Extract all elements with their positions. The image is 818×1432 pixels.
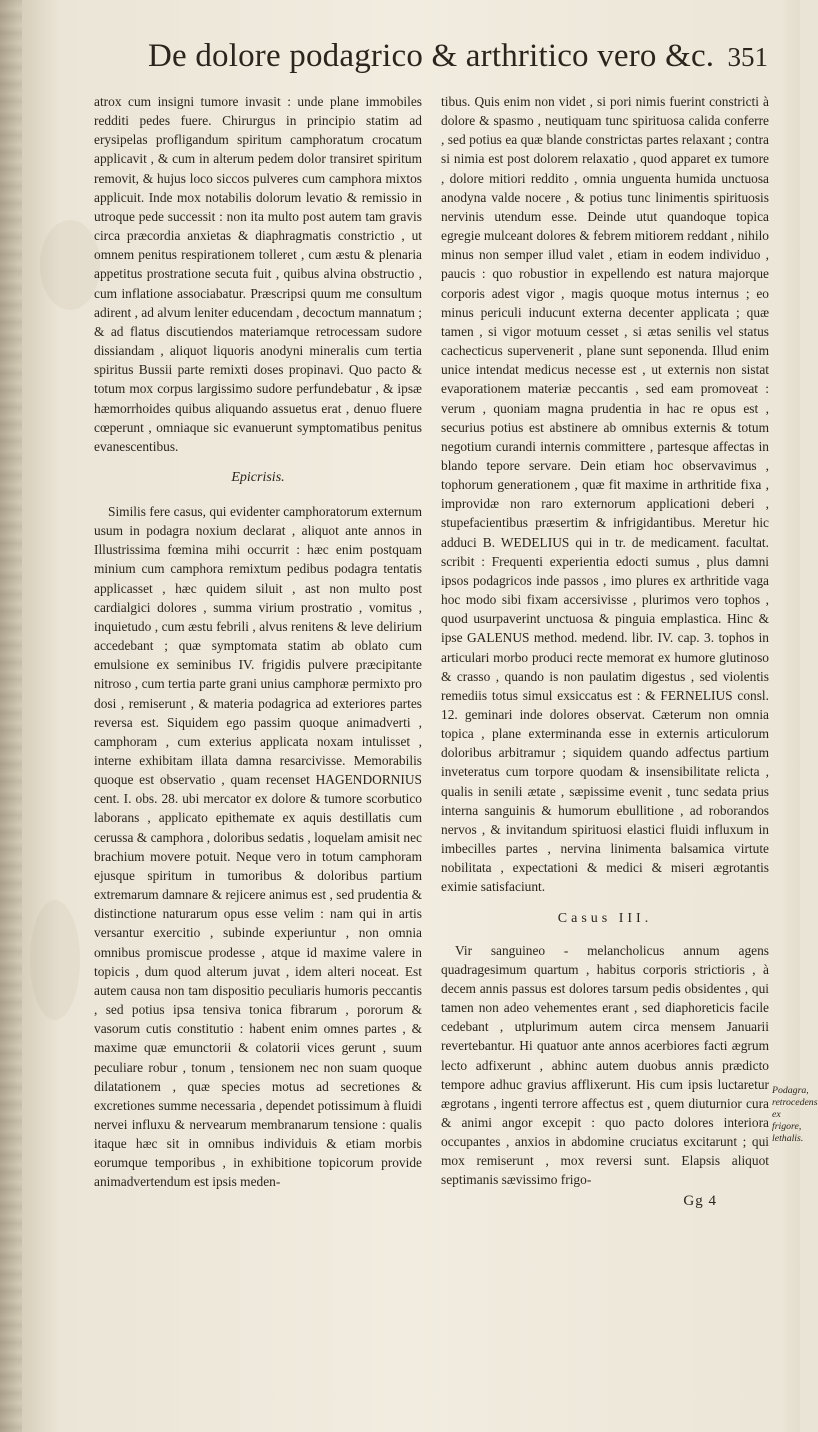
paper-stain xyxy=(40,220,100,310)
margin-note: Podagra, retrocedens ex frigore, lethalis. xyxy=(772,1085,818,1144)
running-title: De dolore podagrico & arthritico vero &c. xyxy=(148,38,715,74)
paragraph: Vir sanguineo - melancholicus annum agens quadragesimum quartum , habitus corporis strictioris , à decem annis passus est dolores tarsum pedis obsidentes , qui tamen non adeo vehementes erant , sed diaphoreticis facile cedebant , utplurimum autem circa mensem Januarii revertebantur. Hi quatuor ante annos acerbiores facti ægrum lecto adfixerunt , abhinc autem duobus annis prædicto tempore adhuc gravius afflixerunt. His cum ipsis luctaretur ægrotans , ingenti terrore affectus est , quem diuturnior cura & animi angor excepit : quo pacto dolores interiora occupantes , anxios in abdomine cruciatus excitarunt ; qui mox remiserunt , mox reversi sunt. Elapsis aliquot septimanis sævissimo frigo- xyxy=(441,942,769,1188)
section-heading-epicrisis: Epicrisis. xyxy=(231,469,285,485)
running-header xyxy=(148,38,768,75)
page-number: 351 xyxy=(727,42,768,72)
left-column xyxy=(94,92,422,1192)
paper-stain xyxy=(30,900,80,1020)
paragraph: tibus. Quis enim non videt , si pori nimis fuerint constricti à dolore & spasmo , neutiquam tunc spirituosa calida conferre , sed potius ea quæ blande constrictas partes relaxant ; contra si nimia est post dolorem relaxatio , quod apparet ex tumore , dolore mitiori reddito , omnia unguenta humida unctuosa anodyna valde nocere , & potius tunc linimentis spirituosis nervinis utendum esse. Deinde utut quandoque topica egregie mulceant dolores & febrem mitiorem reddant , nihilo minus non semper illud valet , etiam in eodem individuo , paucis : quo robustior in expellendo est natura majorque corporis adest vigor , magis quoque motus internus ; eo minus periculi inducunt externa decenter applicata ; quæ tamen , si vigor motuum cesset , si ætas senilis vel status cachecticus supervenerit , plane sunt seponenda. Illud enim unice intendat medicus necesse est , ut externis non sistat evaporationem materiæ peccantis , sed eam promoveat : verum , quoniam magna prudentia in hac re opus est , securius potius est abstinere ab omnibus externis & totum negotium curandi internis committere , partesque affectas in blando tepore servare. Dein etiam hoc observavimus , tophorum generationem , quæ fit maxime in arthritide fixa , improvidæ non raro externorum applicationi deberi , stupefacientibus præsertim & infrigidantibus. Meretur hic adduci B. WEDELIUS qui in tr. de medicament. facultat. scribit : Frequenti experientia edocti sumus , plus damni ipsos podagricos inde passos , imo plures ex arthritide vaga hoc modo sibi fixam accersivisse , plurimos vero tophos , quod usurpaverint unctuosa & pinguia emplastica. Hinc & ipse GALENUS method. medend. libr. IV. cap. 3. tophos in articulari morbo produci recte memorat ex humore glutinoso & crasso , quando is non paulatim digestus , sed violentis remediis totus simul exsiccatus est : & FERNELIUS consl. 12. geminari inde dolores observat. Cæterum non omnia topica , plane exterminanda esse in externis articulorum doloribus arbitramur ; siquidem quando adfectus partium inveteratus cum torpore quodam & insensibilitate relicta , qualis in senili ætate , sæpissime evenit , tunc sedata prius interna sanguinis & humorum ebullitione , ad roborandos nervos , & invitandum spirituosi elastici fluidi influxum in imbecilles partes , nervina linimenta balsamica virtute nobilitata , expectationi & medici & miseri ægrotantis eximie satisfaciunt. xyxy=(441,94,769,895)
section-heading-casus: Casus III. xyxy=(557,910,653,926)
right-column xyxy=(441,92,769,1212)
signature-mark: Gg 4 xyxy=(683,1192,717,1209)
paragraph: Similis fere casus, qui evidenter camphoratorum externum usum in podagra noxium declarat , aliquot ante annos in Illustrissima fœmina mihi occurrit : hæc enim postquam minium cum camphora remixtum pedibus podagra tentatis applicasset , hæc quidem siluit , ast non multo post cardialgici dolores , summa virium prostratio , vomitus , inquietudo , cum æstu febrili , alvus renitens & leve delirium accedebant ; quæ symptomata statim ab oblato cum emulsione ex seminibus IV. frigidis pulvere præcipitante nitroso , cum tertia parte grani unius camphoræ permixto pro dosi , remiserunt , & materia podagrica ad exteriores partes reversa est. Siquidem ego passim quoque animadverti , camphoram , cum exterius applicata noxam intulisset , interne exhibitam illata damna resarcivisse. Memorabilis quoque est observatio , quam recenset HAGENDORNIUS cent. I. obs. 28. ubi mercator ex dolore & tumore scorbutico laborans , applicato epithemate ex aquis destillatis cum cerussa & camphora , doloribus sedatis , loquelam amisit nec brachium movere potuit. Neque vero in totum camphoram ejusque spiritum in tumoribus & doloribus partium extremarum damnare & rejicere animus est , sed prudentia & distinctione naturarum opus esse velim : nam qui in artis versantur exercitio , subinde experiuntur , non omnia omnibus promiscue prodesse , atque id maxime valere in topicis , dum quod alterum juvat , idem alteri noceat. Est autem causa non tam dispositio peculiaris humoris peccantis , sed potius ipsa tensiva tonica fibrarum , pororum & vasorum cutis constitutio : habent enim omnes partes , & maxime quæ emunctorii & colatorii vices gerunt , suum peculiare robur , tonum , tensionem nec non suam quoque dilatationem , quæ species motus ad secretiones & excretiones summe necessaria , dependet potissimum à fluidi nervei influxu & nervearum membranarum tensione : qualis itaque hæc sit in omnibus individuis & etiam morbis eorumque temporibus , in exhibitione topicorum provide animadvertendum est ipsis meden- xyxy=(94,503,422,1190)
paragraph: atrox cum insigni tumore invasit : unde plane immobiles redditi pedes fuere. Chirurgus in principio statim ad erysipelas profligandum spiritum camphoratum crocatum applicavit , & cum in alterum pedem dolor transiret spiritum removit, & hujus loco siccos pulveres cum camphora mixtos applicuit. Inde mox notabilis dolorum levatio & remissio in utroque pede successit : non ita multo post autem tam gravis circa præcordia anxietas & diaphragmatis constrictio , ut omnem penitus respirationem tolleret , cum æstu & plenaria appetitus prostratione secuta fuit , quibus alvina obstructio , cum inflatione associabatur. Præscripsi quum me consultum adirent , ad alvum leniter educendam , decoctum mannatum ; & ad flatus discutiendos materiamque retrocessam sudore dissiandam , aliquot liquoris anodyni mineralis cum tertia spiritus Bussii parte remixti doses propinavi. Quo pacto & totum mox corpus largissimo sudore perfundebatur , & ipsæ hæmorrhoides quibus aliquando assuetus erat , denuo fluere cœperunt , omniaque sic evanuerunt symptomatibus penitus evanescentibus. xyxy=(94,94,422,454)
page-gutter xyxy=(0,0,22,1432)
